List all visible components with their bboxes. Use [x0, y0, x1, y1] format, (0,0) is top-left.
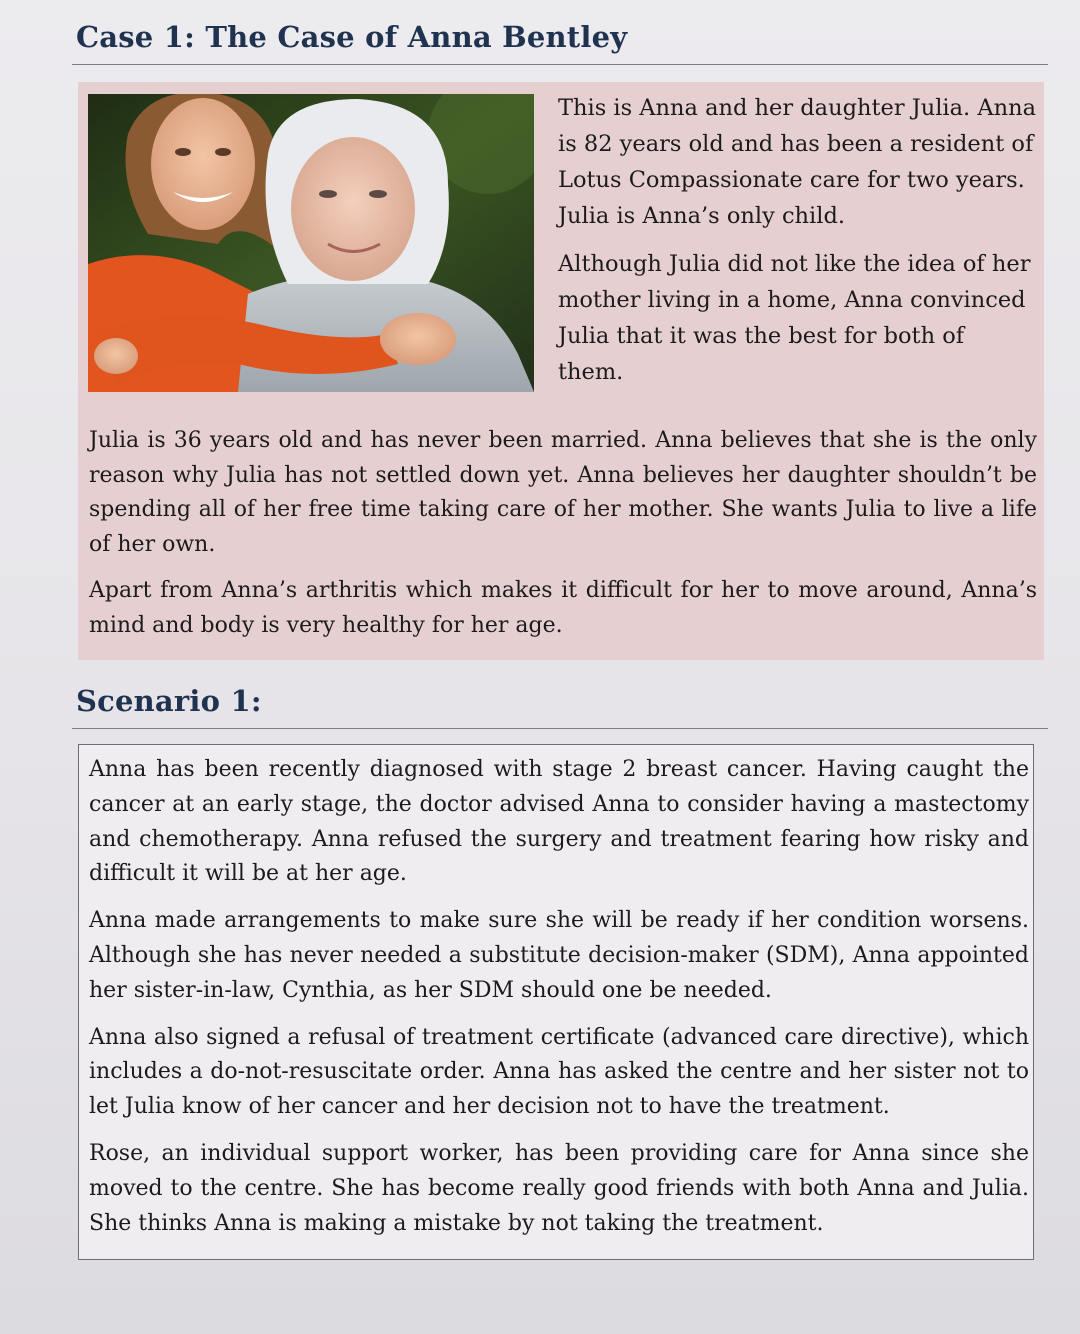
case-title: Case 1: The Case of Anna Bentley [76, 20, 628, 54]
case-title-rule [72, 64, 1048, 65]
scenario-paragraph-2: Anna made arrangements to make sure she will be ready if her condition worsens. Although she has never needed a substitute decision-maker (SDM), Anna appointed her sister-in-law, Cynthia, as her SDM should one be needed. [89, 908, 1029, 1003]
scenario-title-rule [72, 728, 1048, 729]
intro-text [558, 90, 1036, 402]
intro-paragraph-2: Although Julia did not like the idea of her mother living in a home, Anna convinced Julia that it was the best for both of them. [558, 251, 1031, 385]
intro-paragraph-1: This is Anna and her daughter Julia. Anna is 82 years old and has been a resident of Lotus Compassionate care for two years. Julia is Anna’s only child. [558, 95, 1036, 229]
scenario-paragraph-1: Anna has been recently diagnosed with stage 2 breast cancer. Having caught the cancer at an early stage, the doctor advised Anna to consider having a mastectomy and chemotherapy. Anna refused the surgery and treatment fearing how risky and difficult it will be at her age. [89, 757, 1029, 887]
scenario-text [89, 753, 1029, 1253]
case-paragraph-1: Julia is 36 years old and has never been married. Anna believes that she is the only reason why Julia has not settled down yet. Anna believes her daughter shouldn’t be spending all of her free time taking care of her mother. She wants Julia to live a life of her own. [89, 428, 1037, 557]
case-paragraph-2: Apart from Anna’s arthritis which makes it difficult for her to move around, Anna’s mind and body is very healthy for her age. [89, 578, 1037, 638]
photo-illustration [88, 94, 534, 392]
case-box [78, 82, 1044, 660]
scenario-box [78, 744, 1034, 1260]
scenario-paragraph-3: Anna also signed a refusal of treatment certificate (advanced care directive), which includes a do-not-resuscitate order. Anna has asked the centre and her sister not to let Julia know of her cancer and her decision not to have the treatment. [89, 1024, 1029, 1120]
case-body-text [89, 424, 1037, 655]
scenario-title: Scenario 1: [76, 684, 262, 718]
scenario-paragraph-4: Rose, an individual support worker, has been providing care for Anna since she moved to the centre. She has become really good friends with both Anna and Julia. She thinks Anna is making a mistake by not taking the treatment. [89, 1140, 1029, 1236]
anna-julia-photo [88, 94, 534, 392]
